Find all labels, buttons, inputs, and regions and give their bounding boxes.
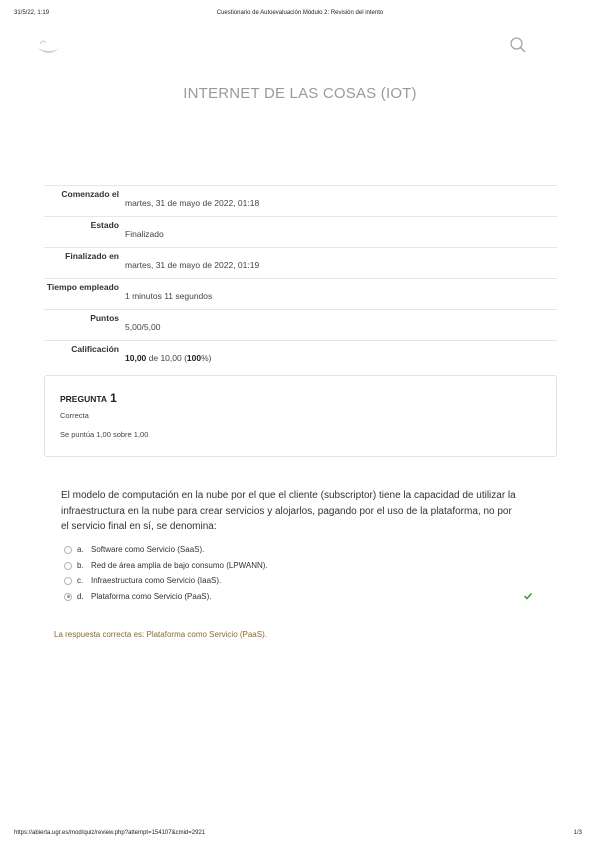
summary-value: martes, 31 de mayo de 2022, 01:19 bbox=[125, 260, 260, 270]
print-date: 31/5/22, 1:19 bbox=[14, 10, 50, 16]
answer-option[interactable] bbox=[64, 545, 544, 561]
question-info bbox=[44, 375, 557, 457]
summary-row bbox=[44, 247, 557, 278]
answer-option[interactable] bbox=[64, 592, 544, 608]
summary-label: Puntos bbox=[90, 313, 119, 323]
option-text: Red de área amplia de bajo consumo (LPWANN). bbox=[91, 560, 268, 570]
option-text: Software como Servicio (SaaS). bbox=[91, 545, 205, 554]
option-text: Plataforma como Servicio (PaaS). bbox=[91, 591, 212, 601]
summary-label: Finalizado en bbox=[65, 251, 119, 261]
print-url: https://abierta.ugr.es/mod/quiz/review.php?attempt=154107&cmid=2921 bbox=[14, 830, 206, 836]
question-text: El modelo de computación en la nube por el que el cliente (subscriptor) tiene la capacidad de utilizar la infraestructura en la nube para crear servicios y alojarlos, pagando por el uso de la plataforma, no por el servicio final en sí, se denomina: bbox=[61, 490, 516, 532]
summary-row-grade bbox=[44, 340, 557, 373]
question-heading bbox=[60, 391, 117, 405]
course-title: INTERNET DE LAS COSAS (IOT) bbox=[183, 85, 417, 102]
print-page-number: 1/3 bbox=[573, 830, 582, 836]
grade-score: 10,00 bbox=[125, 353, 147, 363]
question-label: PREGUNTA bbox=[60, 394, 108, 404]
summary-value: Finalizado bbox=[125, 229, 164, 239]
option-letter: c. bbox=[77, 576, 84, 585]
option-letter: a. bbox=[77, 545, 84, 554]
answer-option[interactable] bbox=[64, 561, 544, 577]
answer-options bbox=[64, 545, 544, 607]
radio-button[interactable] bbox=[64, 577, 72, 585]
summary-row bbox=[44, 185, 557, 216]
grade-of: de 10,00 ( bbox=[146, 353, 187, 363]
question-state: Correcta bbox=[60, 411, 89, 420]
grade-percent: 100 bbox=[186, 353, 202, 363]
check-icon bbox=[523, 588, 533, 598]
search-icon[interactable] bbox=[509, 36, 527, 54]
summary-value: martes, 31 de mayo de 2022, 01:18 bbox=[125, 198, 260, 208]
radio-button[interactable] bbox=[64, 562, 72, 570]
option-letter: b. bbox=[77, 560, 84, 570]
option-letter: d. bbox=[77, 591, 84, 601]
answer-option[interactable] bbox=[64, 576, 544, 592]
question-grade: Se puntúa 1,00 sobre 1,00 bbox=[60, 430, 149, 439]
question-number: 1 bbox=[110, 391, 117, 405]
radio-button-selected[interactable] bbox=[64, 593, 72, 601]
radio-button[interactable] bbox=[64, 546, 72, 554]
summary-label: Tiempo empleado bbox=[46, 282, 119, 292]
summary-label: Comenzado el bbox=[61, 189, 119, 199]
option-text: Infraestructura como Servicio (IaaS). bbox=[91, 576, 222, 585]
correct-answer-feedback: La respuesta correcta es: Plataforma como Servicio (PaaS). bbox=[54, 630, 267, 639]
summary-value: 5,00/5,00 bbox=[125, 322, 161, 332]
summary-row bbox=[44, 309, 557, 340]
grade-close: %) bbox=[201, 353, 212, 363]
attempt-summary bbox=[44, 185, 557, 373]
summary-value: 1 minutos 11 segundos bbox=[125, 291, 213, 301]
grade-value bbox=[125, 353, 212, 363]
summary-row bbox=[44, 216, 557, 247]
logo-icon[interactable] bbox=[34, 36, 64, 58]
grade-label: Calificación bbox=[71, 344, 119, 354]
summary-label: Estado bbox=[90, 220, 119, 230]
print-page-title: Cuestionario de Autoevaluación Módulo 2: Revisión del intento bbox=[216, 10, 384, 16]
summary-row bbox=[44, 278, 557, 309]
